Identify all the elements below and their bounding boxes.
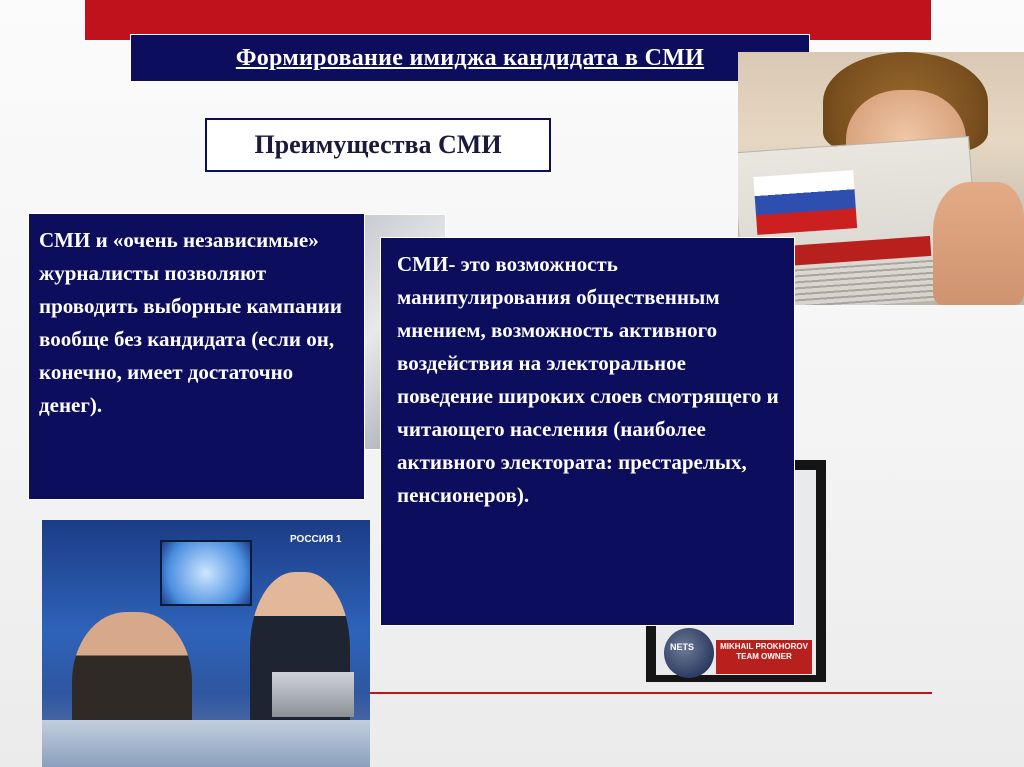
left-text-box [28,213,365,500]
basketball-icon [664,628,714,678]
slide-subtitle: Преимущества СМИ [254,130,502,159]
channel-logo: РОССИЯ 1 [290,534,342,545]
nets-logo: NETS [670,642,695,652]
subtitle-box [205,118,551,172]
card-nameplate: MIKHAIL PROKHOROV TEAM OWNER [716,640,812,674]
studio-desk [42,720,370,767]
hand-shape [933,182,1024,305]
slide-title: Формирование имиджа кандидата в СМИ [235,44,705,71]
studio-screen [160,540,252,606]
title-banner [130,34,810,82]
left-paragraph: СМИ и «очень независимые» журналисты позволяют проводить выборные кампании вообще без кандидата (если он, конечно, имеет достаточно денег). [39,228,342,417]
laptop-shape [272,672,354,717]
flag-graphic [753,170,857,235]
bottom-accent-line [370,692,932,694]
tv-studio-photo [42,520,370,767]
right-text-box [380,237,795,626]
right-paragraph: СМИ- это возможность манипулирования общественным мнением, возможность активного воздействия на электоральное поведение широких слоев смотрящего и читающего населения (наиболее активного электората: престарелых, пенсионеров). [397,252,779,507]
